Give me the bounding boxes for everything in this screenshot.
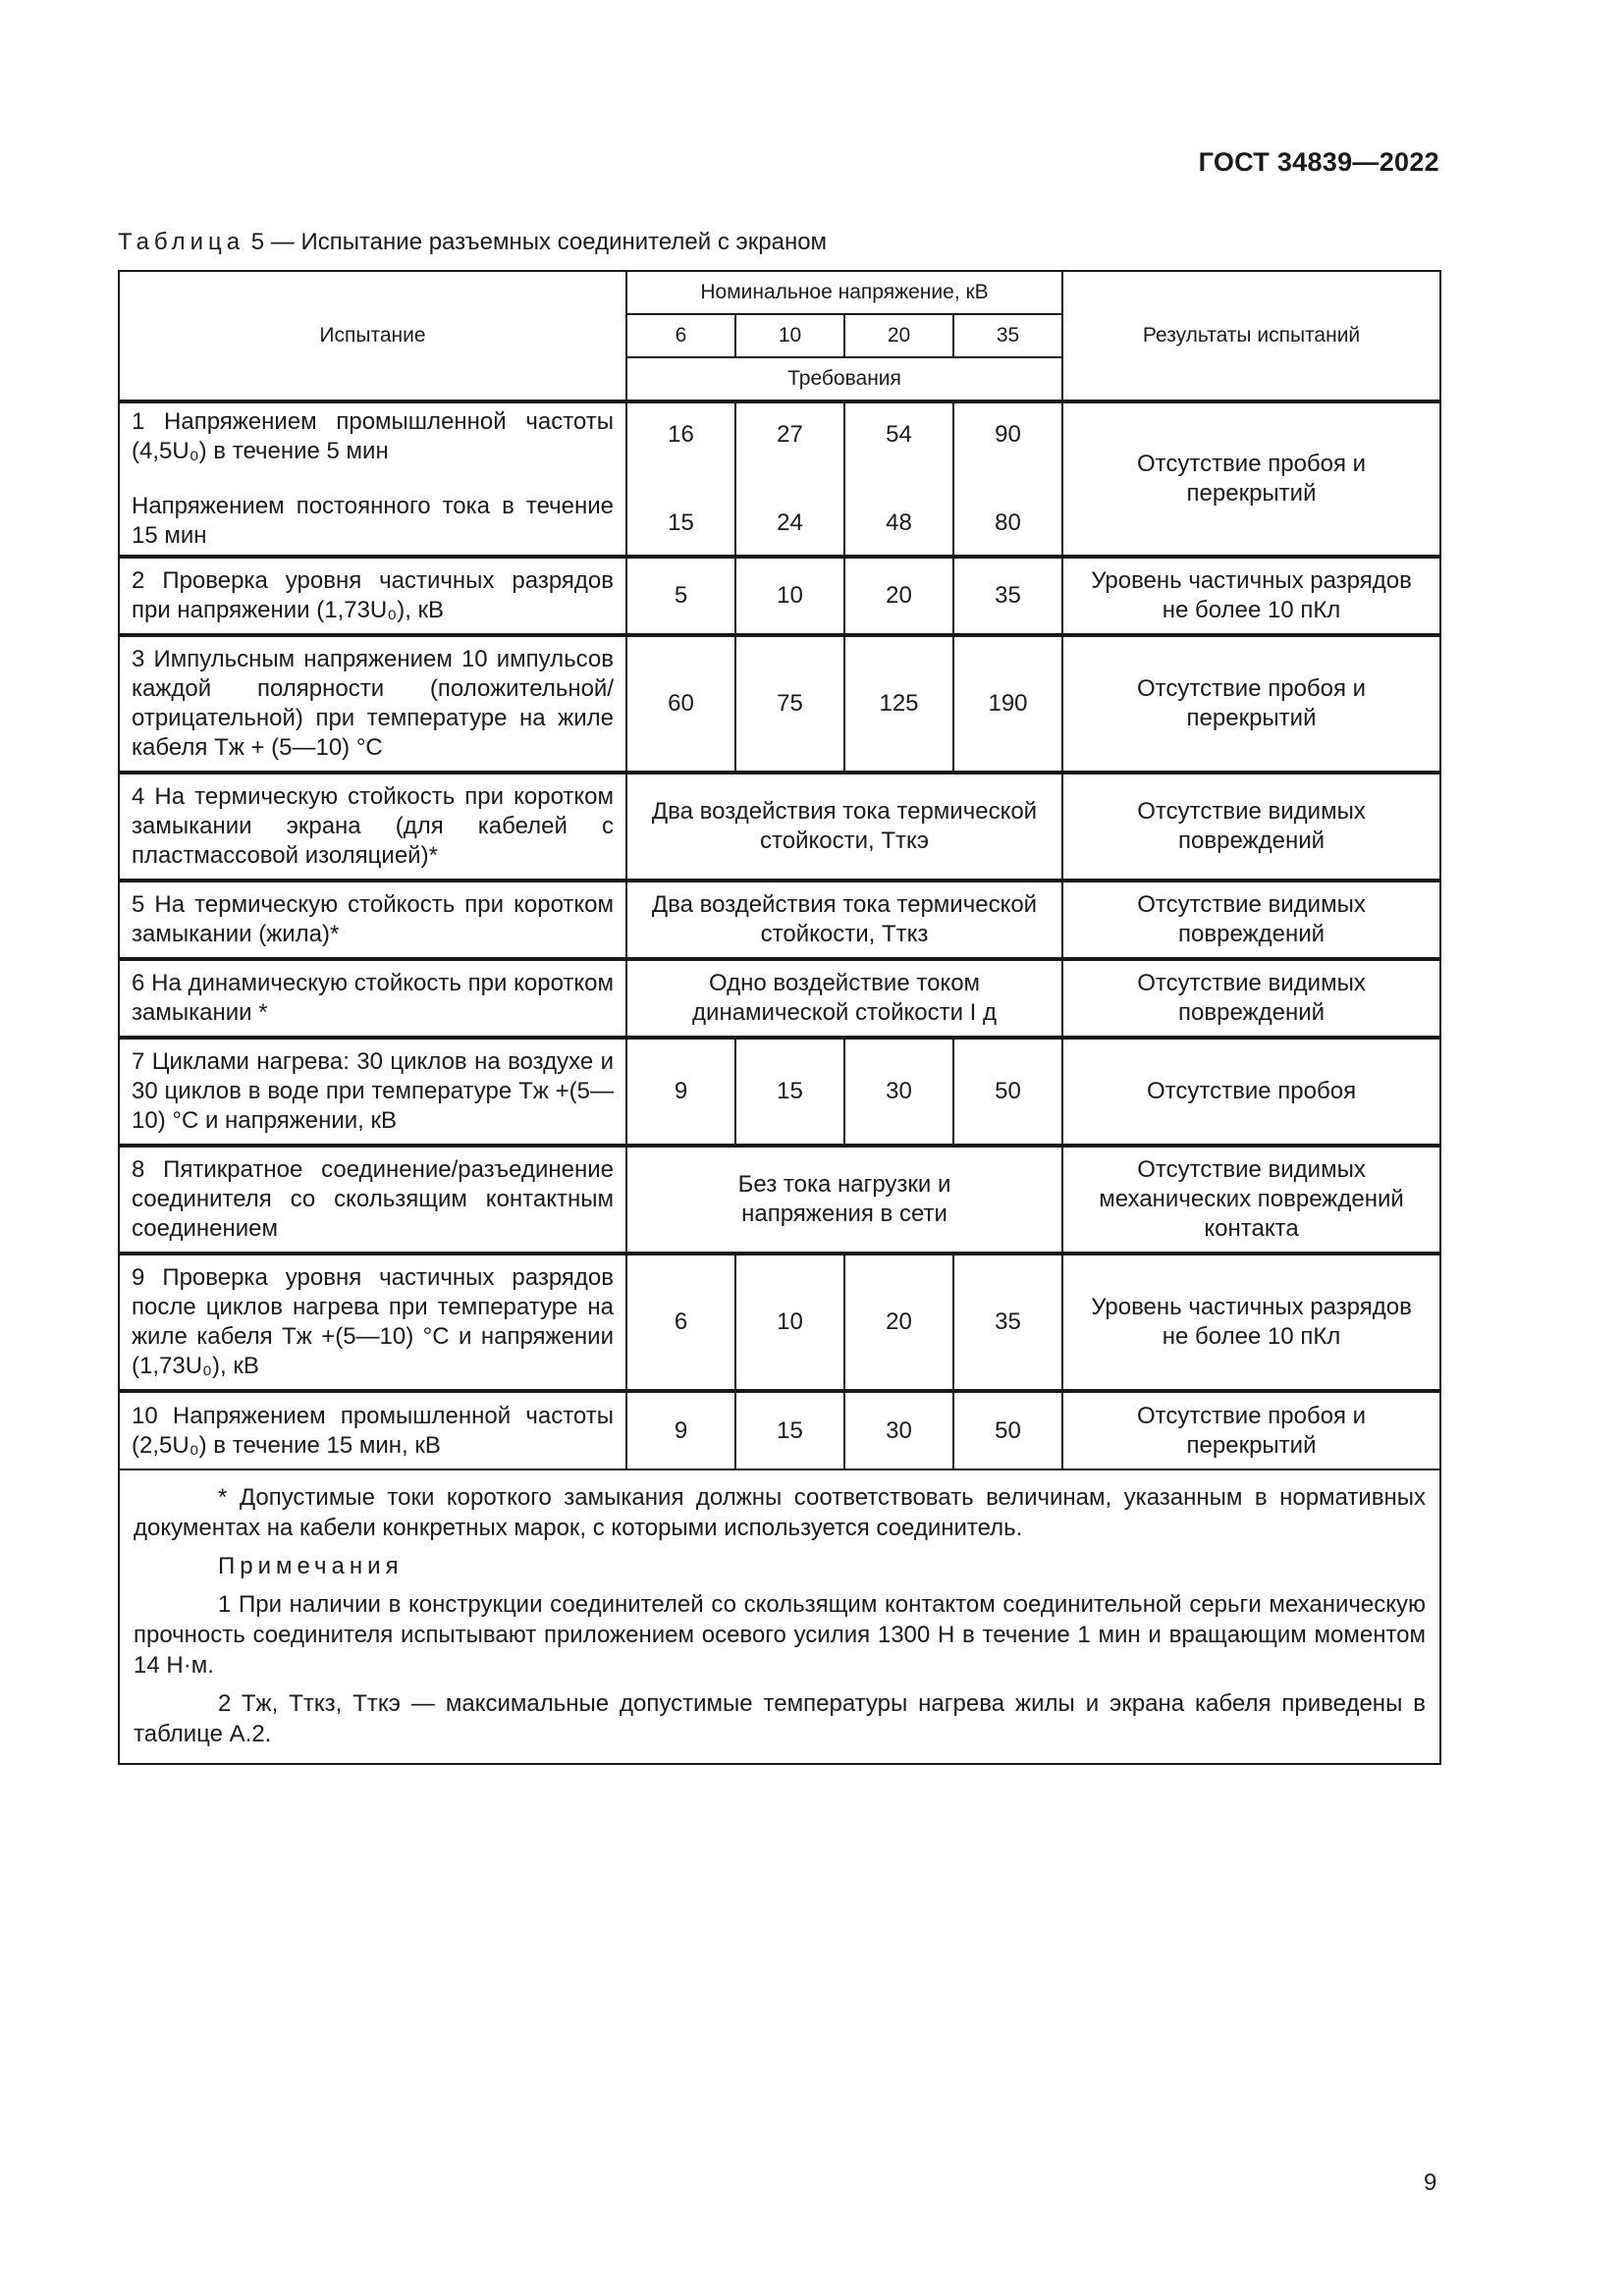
- test-cell: 3 Импульсным напряжением 10 импульсов каждой полярности (положительной/ отрицательной) при температуре на жиле кабеля Tж + (5—10) °С: [119, 635, 626, 773]
- test-cell: 7 Циклами нагрева: 30 циклов на воздухе и 30 циклов в воде при температуре Tж +(5—10) °С и напряжении, кВ: [119, 1038, 626, 1146]
- notes-row: [119, 1469, 1440, 1764]
- value-cell: 60: [626, 635, 735, 773]
- header-results: Результаты испытаний: [1062, 271, 1440, 401]
- value-cell: 75: [735, 635, 844, 773]
- value-cell: 30: [844, 1038, 953, 1146]
- result-cell: Отсутствие пробоя: [1062, 1038, 1440, 1146]
- value-cell: 9: [626, 1391, 735, 1469]
- value-cell: 190: [953, 635, 1062, 773]
- result-cell: Отсутствие видимых повреждений: [1062, 773, 1440, 881]
- value-cell: [626, 401, 735, 557]
- result-cell: Отсутствие пробоя и перекрытий: [1062, 635, 1440, 773]
- table-row: [119, 773, 1440, 881]
- value: 48: [886, 509, 912, 536]
- value-cell: 50: [953, 1391, 1062, 1469]
- note-2: 2 Tж, Tткз, Tткэ — максимальные допустимые температуры нагрева жилы и экрана кабеля приведены в таблице А.2.: [134, 1690, 1427, 1747]
- table-row: [119, 635, 1440, 773]
- note-1: 1 При наличии в конструкции соединителей со скользящим контактом соединительной серьги механическую прочность соединителя испытывают приложением осевого усилия 1300 Н в течение 1 мин и вращающим моментом 14 Н·м.: [134, 1591, 1427, 1679]
- table-row: [119, 1254, 1440, 1391]
- test-text-a: 1 Напряжением промышленной частоты (4,5U₀) в течение 5 мин: [132, 408, 614, 464]
- standard-number: ГОСТ 34839—2022: [1198, 147, 1439, 177]
- table-row: [119, 881, 1440, 959]
- test-cell: 8 Пятикратное соединение/разъединение соединителя со скользящим контактным соединением: [119, 1146, 626, 1254]
- value: 16: [668, 421, 694, 448]
- result-cell: Отсутствие пробоя и перекрытий: [1062, 401, 1440, 557]
- test-cell: [119, 401, 626, 557]
- value-cell: 15: [735, 1038, 844, 1146]
- merged-cell: Два воздействия тока термической стойкости, Tткэ: [626, 773, 1062, 881]
- value-cell: 50: [953, 1038, 1062, 1146]
- value-cell: 9: [626, 1038, 735, 1146]
- value-cell: [844, 401, 953, 557]
- notes-title: Примечания: [218, 1553, 404, 1579]
- value: 15: [668, 509, 694, 536]
- merged-cell: Одно воздействие током динамической стойкости I д: [626, 959, 1062, 1038]
- notes-cell: [119, 1469, 1440, 1764]
- value-cell: 35: [953, 557, 1062, 635]
- voltage-35: 35: [953, 314, 1062, 357]
- value: 24: [777, 509, 803, 536]
- value-cell: 10: [735, 557, 844, 635]
- result-cell: Отсутствие видимых механических повреждений контакта: [1062, 1146, 1440, 1254]
- voltage-20: 20: [844, 314, 953, 357]
- value-cell: [953, 401, 1062, 557]
- test-cell: 5 На термическую стойкость при коротком замыкании (жила)*: [119, 881, 626, 959]
- value: 90: [995, 421, 1021, 448]
- result-cell: Отсутствие видимых повреждений: [1062, 881, 1440, 959]
- value-cell: 15: [735, 1391, 844, 1469]
- test-table: [118, 270, 1441, 1765]
- value-cell: [735, 401, 844, 557]
- result-cell: Уровень частичных разрядов не более 10 пКл: [1062, 557, 1440, 635]
- test-text-b: Напряжением постоянного тока в течение 15 мин: [132, 493, 614, 549]
- value-cell: 20: [844, 557, 953, 635]
- merged-cell: Два воздействия тока термической стойкости, Tткз: [626, 881, 1062, 959]
- header-requirements: Требования: [626, 357, 1062, 401]
- caption-prefix: Таблица: [118, 229, 245, 255]
- value: 27: [777, 421, 803, 448]
- table-row: [119, 401, 1440, 557]
- value-cell: 6: [626, 1254, 735, 1391]
- value-cell: 125: [844, 635, 953, 773]
- test-cell: 10 Напряжением промышленной частоты (2,5U₀) в течение 15 мин, кВ: [119, 1391, 626, 1469]
- caption-text: 5 — Испытание разъемных соединителей с экраном: [244, 229, 828, 255]
- page-number: 9: [1424, 2169, 1437, 2196]
- table-row: [119, 1038, 1440, 1146]
- test-cell: 6 На динамическую стойкость при коротком замыкании *: [119, 959, 626, 1038]
- result-cell: Отсутствие видимых повреждений: [1062, 959, 1440, 1038]
- value-cell: 5: [626, 557, 735, 635]
- table-row: [119, 1146, 1440, 1254]
- test-cell: 4 На термическую стойкость при коротком замыкании экрана (для кабелей с пластмассовой изоляцией)*: [119, 773, 626, 881]
- test-cell: 9 Проверка уровня частичных разрядов после циклов нагрева при температуре на жиле кабеля Tж +(5—10) °С и напряжении (1,73U₀), кВ: [119, 1254, 626, 1391]
- value-cell: 30: [844, 1391, 953, 1469]
- header-test: Испытание: [119, 271, 626, 401]
- value-cell: 10: [735, 1254, 844, 1391]
- voltage-6: 6: [626, 314, 735, 357]
- header-voltage: Номинальное напряжение, кВ: [626, 271, 1062, 314]
- table-row: [119, 1391, 1440, 1469]
- value: 54: [886, 421, 912, 448]
- footnote: * Допустимые токи короткого замыкания должны соответствовать величинам, указанным в нормативных документах на кабели конкретных марок, с которыми используется соединитель.: [134, 1484, 1427, 1541]
- test-cell: 2 Проверка уровня частичных разрядов при напряжении (1,73U₀), кВ: [119, 557, 626, 635]
- value-cell: 35: [953, 1254, 1062, 1391]
- result-cell: Отсутствие пробоя и перекрытий: [1062, 1391, 1440, 1469]
- table-row: [119, 557, 1440, 635]
- table-row: [119, 959, 1440, 1038]
- merged-cell: Без тока нагрузки и напряжения в сети: [626, 1146, 1062, 1254]
- table-caption: [118, 229, 827, 256]
- value: 80: [995, 509, 1021, 536]
- result-cell: Уровень частичных разрядов не более 10 пКл: [1062, 1254, 1440, 1391]
- value-cell: 20: [844, 1254, 953, 1391]
- voltage-10: 10: [735, 314, 844, 357]
- header-row-1: [119, 271, 1440, 314]
